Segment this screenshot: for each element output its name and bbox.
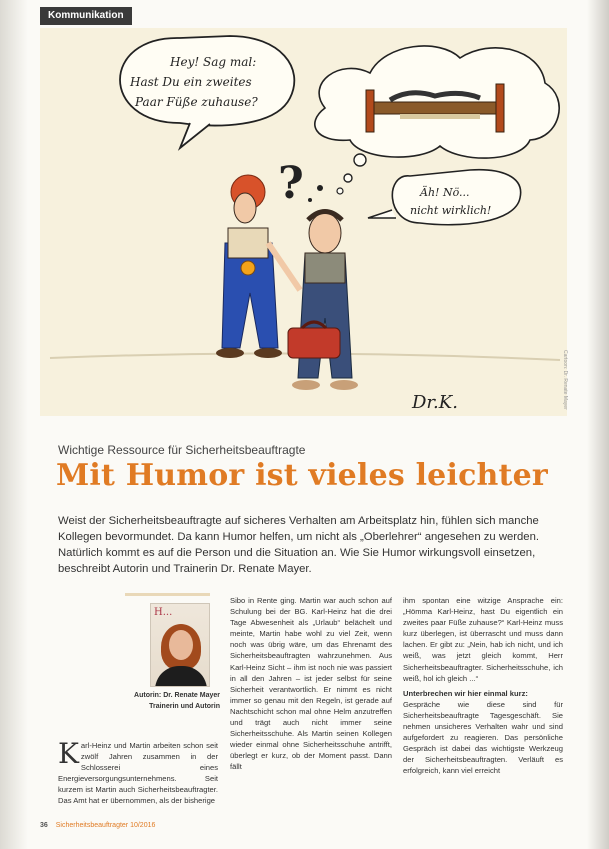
article-headline: Mit Humor ist vieles leichter [56,458,548,493]
illustration-credit: Cartoon: Dr. Renate Mayer [562,350,568,410]
speech-left-line-1: Hey! Sag mal: [170,55,257,69]
speech-bubble-left [120,36,294,148]
article-column-3 [403,595,563,777]
article-lead: Weist der Sicherheitsbeauftragte auf sicheres Verhalten am Arbeitsplatz hin, fühlen sich manche Kollegen bevormundet. Da kann Humor helfen, um nicht als „Oberlehrer“ angesehen zu werden. Natürlich kommt es auf die Person und die Situation an. Wie Sie Humor wirkungsvoll einsetzen, beschreibt Autorin und Trainerin Dr. Renate Mayer. [58,515,540,575]
category-tab: Kommunikation [40,7,132,25]
speech-bubble-right [368,170,521,225]
caption-line-1: Autorin: Dr. Renate Mayer [134,692,220,699]
page-gutter-left [0,0,28,849]
question-mark-icon: ? [278,158,304,209]
page-edge-right [587,0,609,849]
speech-left-line-3: Paar Füße zuhause? [135,95,258,109]
speech-left-line-2: Hast Du ein zweites [130,75,252,89]
portrait-caption [110,690,220,712]
page-number: 36 [40,822,48,829]
artist-signature: Dr.K. [412,392,458,413]
article-column-2: Sibo in Rente ging. Martin war auch schon auf Schulung bei der BG. Karl-Heinz hat die drei Tage Abwesenheit als „Urlaub“ belächelt und meinte, Martin habe wohl zu viel Zeit, wenn noch was übrig wäre, um das Ehrenamt des Sicherheitsbeauftragten wahrzunehmen. Aus Karl-Heinz Sicht – ihm ist noch nie was passiert in all den Jahren – ist jeder selbst für seine Sicherheit verantwortlich. Er nimmt es nicht immer so genau mit den Regeln, ist gerade auf Nachtschicht schon mal ohne Helm anzutreffen und trägt auch nicht immer seine Sicherheitsschuhe. Als Martin seinen Kollegen wieder einmal ohne Sicherheitsschuhe antrifft, überlegt er kurz, ob der Moment passt. Dann fällt [230,596,392,772]
column-1-text: arl-Heinz und Martin arbeiten schon seit zwölf Jahren zusammen in der Schlosserei eines Energieversorgungsunternehmens. Seit kurzem ist Martin auch Sicherheitsbeauftragter. Das Amt hat er übernommen, als der bisherige [58,741,218,806]
cartoon-illustration [40,28,567,416]
divider [125,593,210,596]
article-subhead: Unterbrechen wir hier einmal kurz: [403,688,528,698]
worker-right-figure [288,212,358,391]
speech-right-line-1: Äh! Nö... [420,186,470,199]
author-portrait [150,603,210,687]
magazine-name: Sicherheitsbeauftragter 10/2016 [55,822,156,829]
page-footer [40,822,155,829]
column-3-text-continued: Gespräche wie diese sind für Sicherheitsbeauftragte Tagesgeschäft. Sie nehmen unsicheres Verhalten wahr und sind aufgefordert zu reagieren. Das persönliche Gespräch ist dabei das wichtigste Werkzeug der Sicherheitsbeauftragten. Verläuft es erfolgreich, kann viel erreicht [403,699,563,776]
thought-cloud [315,46,559,194]
speech-right-line-2: nicht wirklich! [410,204,492,217]
article-column-1 [58,737,218,807]
drop-cap: K [58,737,79,770]
article-kicker: Wichtige Ressource für Sicherheitsbeauftragte [58,443,306,457]
caption-line-2: Trainerin und Autorin [149,703,220,710]
column-3-text: ihm spontan eine witzige Ansprache ein: „Hömma Karl-Heinz, hast Du eigentlich ein zweites paar Füße zuhause?“ Karl-Heinz muss kurz überlegen, ist überrascht und muss dann lachen. Er gibt zu: „Nein, hab ich nicht, und ich weiß, was jetzt gleich kommt, Herr Sicherheitsbeauftragter. Sicherheitsschuhe, ich weiß, hol ich gleich ...“ [403,596,563,683]
portrait-stamp: H... [154,607,173,618]
